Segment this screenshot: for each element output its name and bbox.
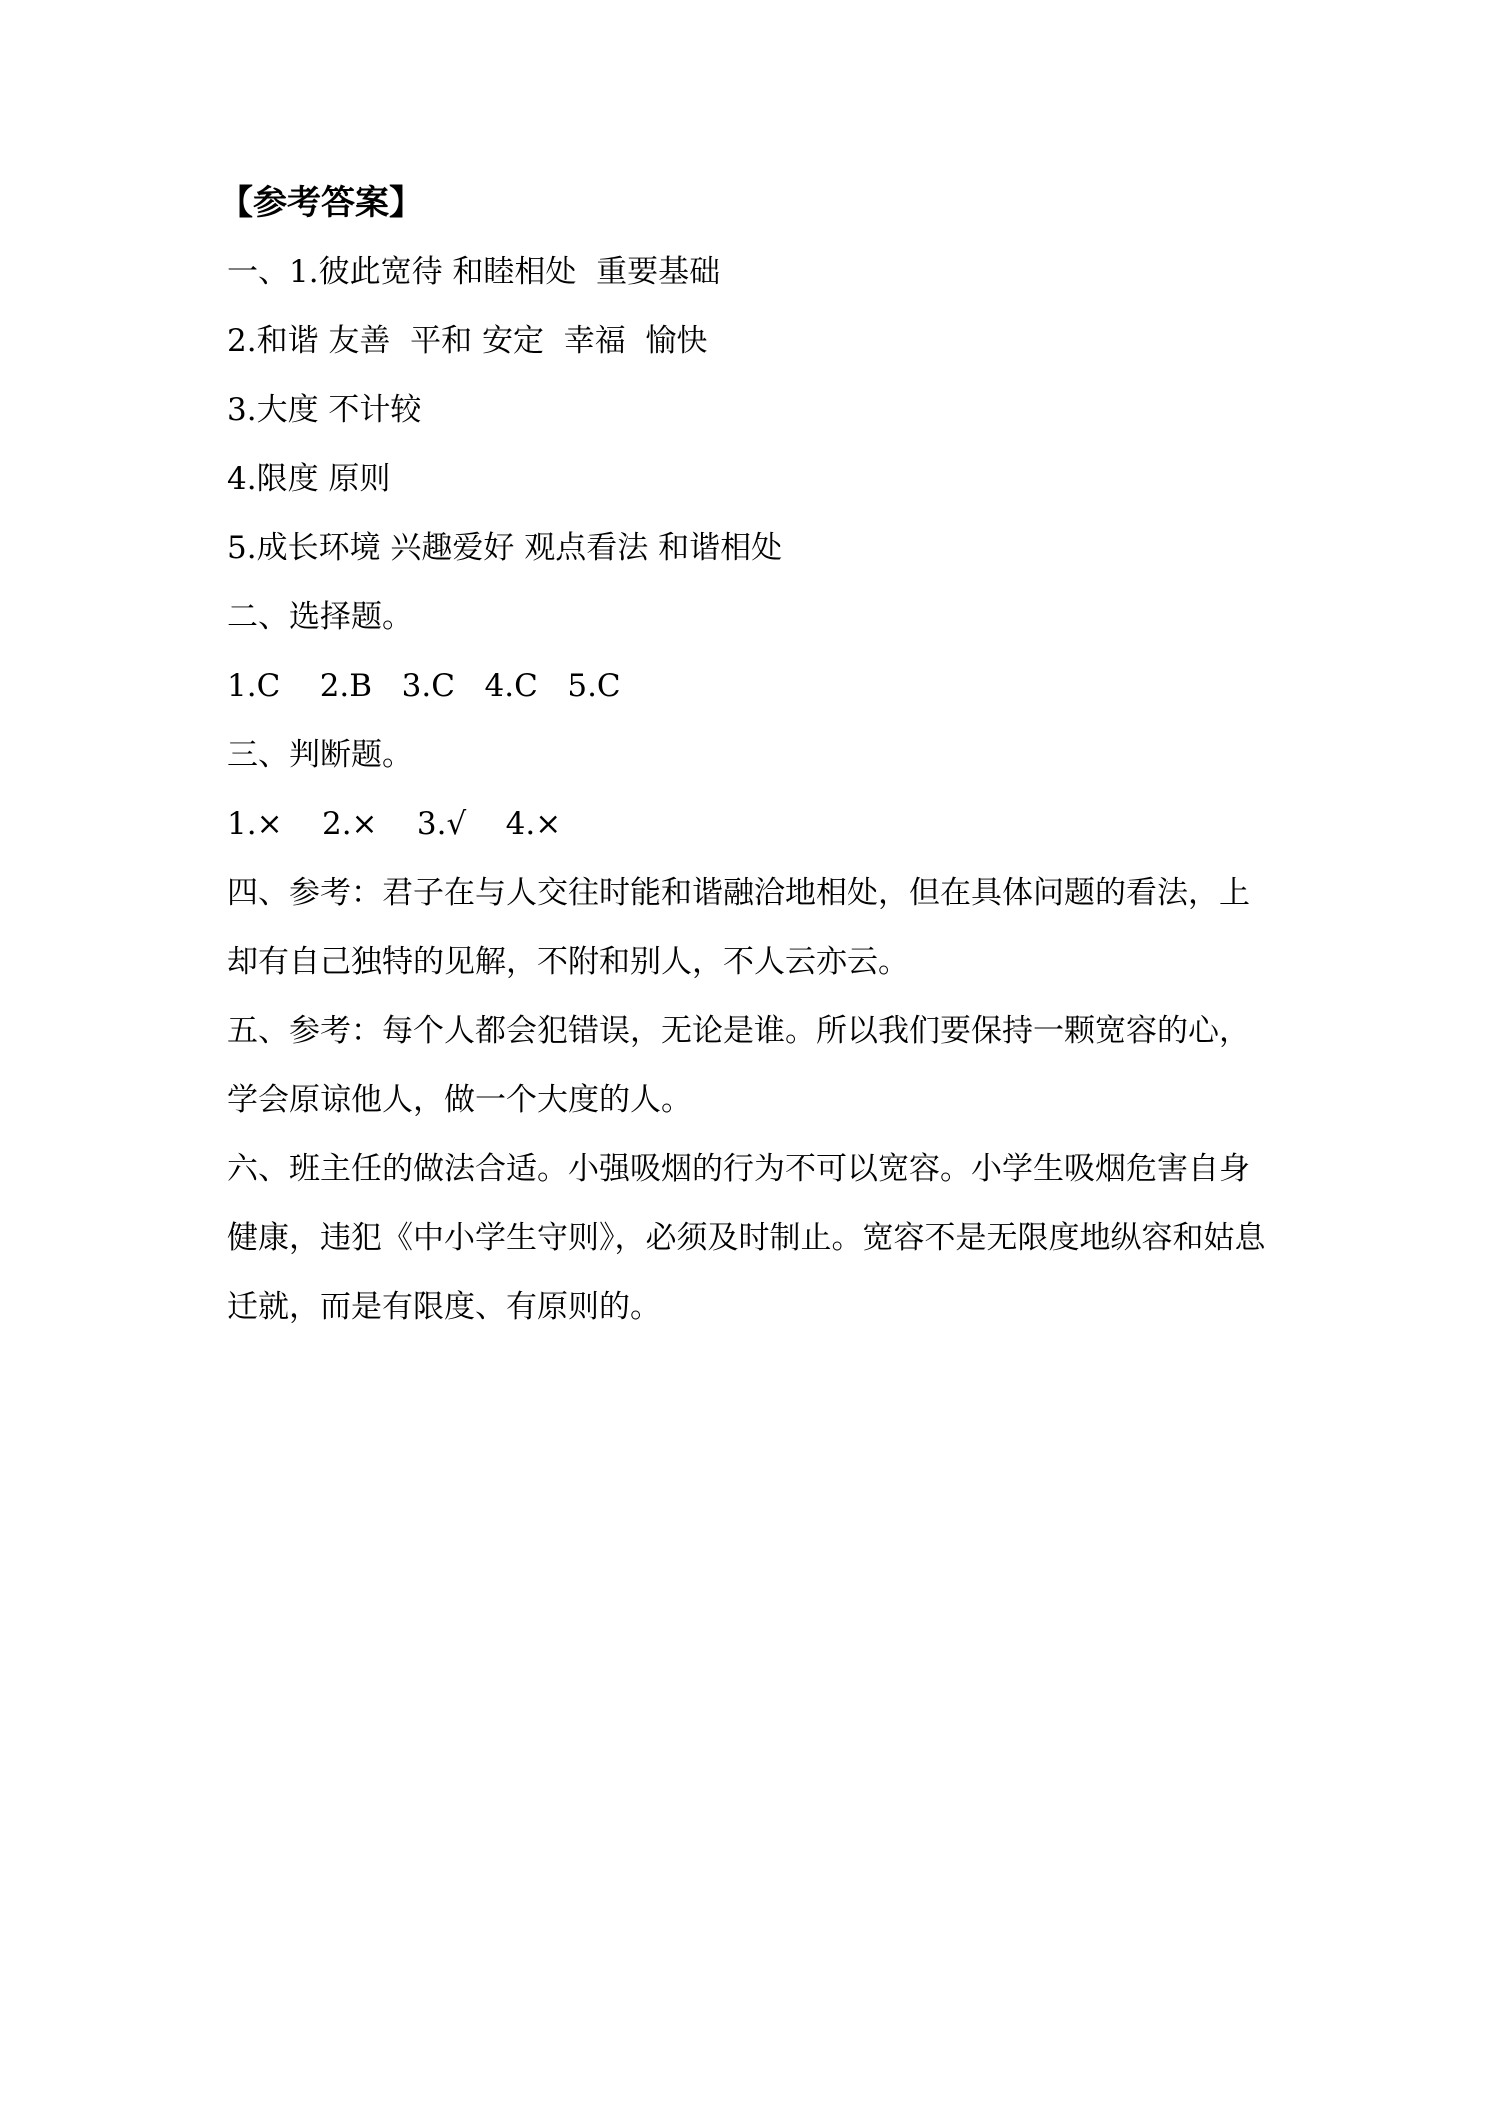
answer-line-choice: 1.C 2.B 3.C 4.C 5.C [227,668,621,704]
answer-line-section-1-item-2: 2.和谐 友善 平和 安定 幸福 愉快 [227,323,708,359]
page-title: 【参考答案】 [219,183,423,223]
answer-sheet [219,168,1287,1342]
answer-line-section-1-item-5: 5.成长环境 兴趣爱好 观点看法 和谐相处 [227,530,783,566]
answer-line-judgement: 1.× 2.× 3.√ 4.× [227,806,562,842]
answer-paragraph-section-5: 五、参考：每个人都会犯错误，无论是谁。所以我们要保持一颗宽容的心，学会原谅他人，做一个大度的人。 [227,1013,1250,1118]
section-heading-judgement: 三、判断题。 [227,737,413,773]
answer-line-section-1-item-1: 一、1.彼此宽待 和睦相处 重要基础 [227,254,721,290]
answer-line-section-1-item-4: 4.限度 原则 [227,461,391,497]
section-heading-choice: 二、选择题。 [227,599,413,635]
answer-paragraph-section-4: 四、参考：君子在与人交往时能和谐融洽地相处，但在具体问题的看法，上却有自己独特的见解，不附和别人，不人云亦云。 [227,875,1250,980]
answer-paragraph-section-6: 六、班主任的做法合适。小强吸烟的行为不可以宽容。小学生吸烟危害自身健康，违犯《中小学生守则》，必须及时制止。宽容不是无限度地纵容和姑息迁就，而是有限度、有原则的。 [227,1151,1266,1325]
answer-line-section-1-item-3: 3.大度 不计较 [227,392,422,428]
